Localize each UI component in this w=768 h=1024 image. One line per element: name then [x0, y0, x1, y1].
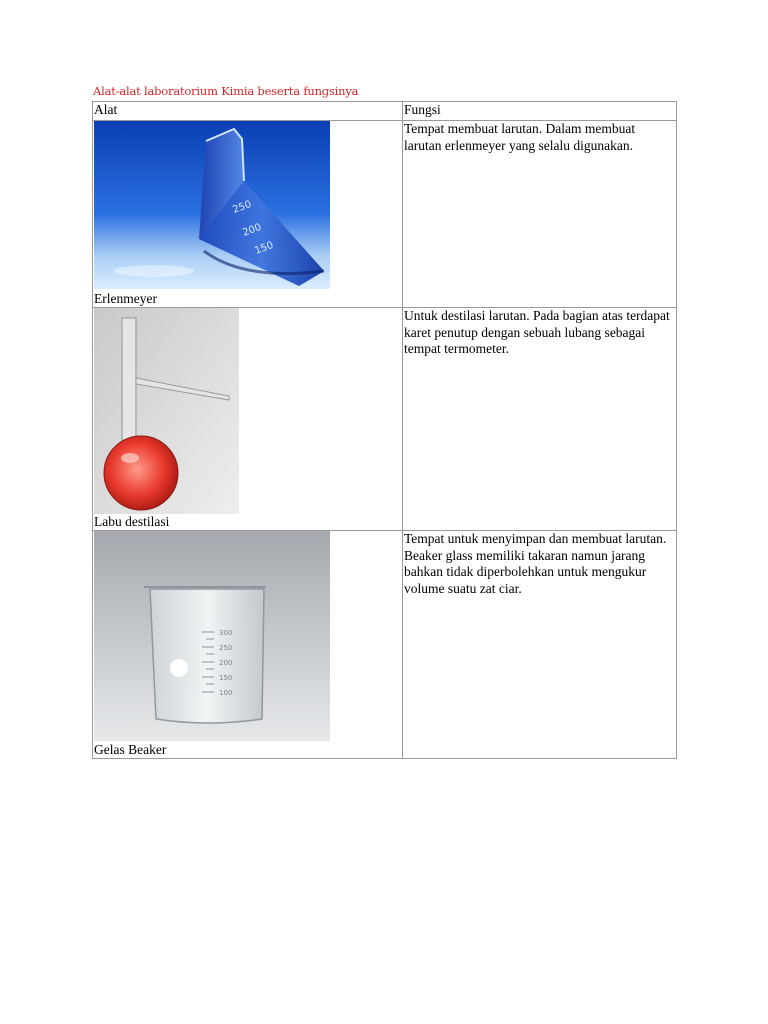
mark-300: 300	[219, 629, 233, 637]
table-row	[93, 308, 677, 531]
function-cell: Untuk destilasi larutan. Pada bagian atas terdapat karet penutup dengan sebuah lubang sebagai tempat termometer.	[403, 308, 677, 531]
document-title: Alat-alat laboratorium Kimia beserta fungsinya	[93, 84, 359, 98]
tool-name: Gelas Beaker	[94, 741, 167, 757]
mark-150: 150	[219, 674, 233, 682]
function-cell: Tempat untuk menyimpan dan membuat larutan. Beaker glass memiliki takaran namun jarang bahkan tidak diperbolehkan untuk mengukur volume suatu zat ciar.	[403, 531, 677, 759]
mark-150: 150	[253, 239, 275, 257]
tool-cell	[93, 121, 403, 308]
beaker-image	[94, 531, 330, 741]
header-alat: Alat	[93, 102, 403, 121]
mark-200: 200	[241, 221, 263, 239]
mark-200: 200	[219, 659, 233, 667]
lab-tools-table	[92, 101, 677, 759]
header-fungsi: Fungsi	[403, 102, 677, 121]
distillation-flask-image	[94, 308, 239, 514]
tool-cell	[93, 308, 403, 531]
tool-cell	[93, 531, 403, 759]
table-row	[93, 121, 677, 308]
mark-100: 100	[219, 689, 233, 697]
erlenmeyer-image	[94, 121, 330, 289]
table-row	[93, 531, 677, 759]
mark-250: 250	[231, 198, 253, 216]
tool-name: Erlenmeyer	[94, 290, 157, 306]
tool-name: Labu destilasi	[94, 513, 170, 529]
mark-250: 250	[219, 644, 233, 652]
function-cell: Tempat membuat larutan. Dalam membuat larutan erlenmeyer yang selalu digunakan.	[403, 121, 677, 308]
table-header-row	[93, 102, 677, 121]
